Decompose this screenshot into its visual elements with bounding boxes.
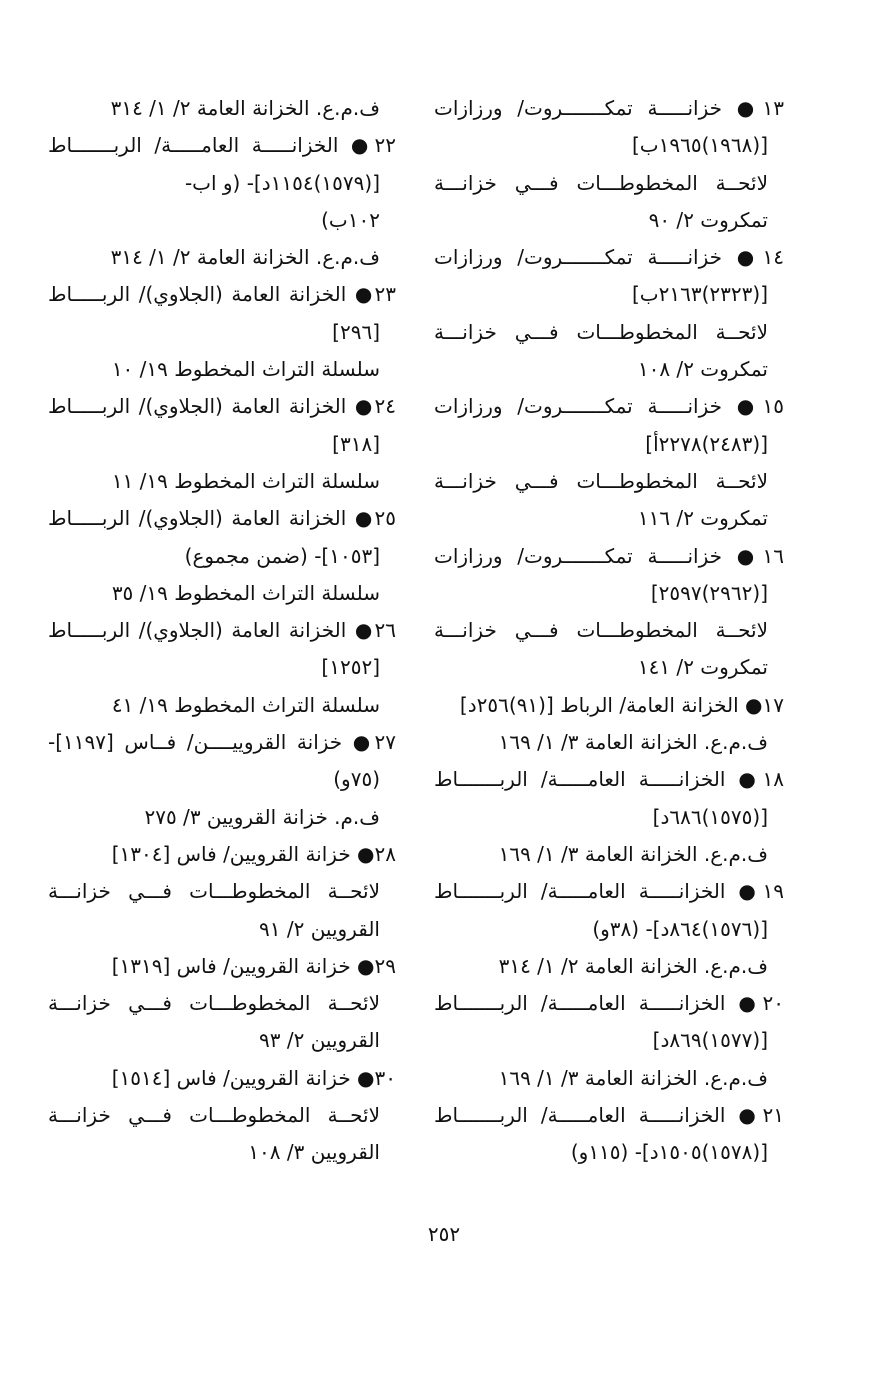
text-line: تمكروت ٢/ ١٠٨ — [637, 357, 768, 382]
text-line: سلسلة التراث المخطوط ١٩/ ١٠ — [111, 357, 380, 382]
text-line: ف.م.ع. الخزانة العامة ٢/ ١/ ٣١٤ — [498, 953, 768, 978]
text-line: ٢٥● الخزانة العامة (الجلاوي)/ الربـــــاط — [48, 506, 396, 531]
text-line: لائحــة المخطوطـــات فـــي خزانـــة — [434, 618, 768, 643]
text-line: سلسلة التراث المخطوط ١٩/ ٤١ — [111, 692, 380, 717]
text-line: تمكروت ٢/ ١٤١ — [637, 655, 768, 680]
text-line: القرويين ٢/ ٩١ — [259, 916, 380, 941]
text-line: ف.م.ع. الخزانة العامة ٣/ ١/ ١٦٩ — [498, 730, 768, 755]
text-line: [(١٥٧٩)١١٥٤د]- (و اب- — [184, 170, 380, 195]
text-line: ٢٣● الخزانة العامة (الجلاوي)/ الربـــــاط — [48, 282, 396, 307]
text-line: لائحــة المخطوطـــات فـــي خزانـــة — [48, 879, 380, 904]
text-line: ٢٩● خزانة القرويين/ فاس [١٣١٩] — [111, 953, 396, 978]
text-line: ف.م.ع. الخزانة العامة ٣/ ١/ ١٦٩ — [498, 841, 768, 866]
text-line: القرويين ٣/ ١٠٨ — [248, 1140, 380, 1165]
text-line: [(١٩٦٨)١٩٦٥ب] — [632, 133, 768, 158]
text-line: ١٠٢ب) — [321, 207, 380, 232]
page-number: ٢٥٢ — [427, 1222, 461, 1246]
text-line: ٢٠● الخزانـــــة العامـــــة/ الربـــــــاط — [434, 991, 784, 1016]
text-line: ١٩● الخزانـــــة العامـــــة/ الربـــــــاط — [434, 879, 784, 904]
text-line: [١٠٥٣]- (ضمن مجموع) — [184, 543, 380, 568]
text-line: ف.م.ع. الخزانة العامة ٢/ ١/ ٣١٤ — [110, 245, 380, 270]
text-line: ٢٤● الخزانة العامة (الجلاوي)/ الربـــــاط — [48, 394, 396, 419]
text-line: لائحــة المخطوطـــات فـــي خزانـــة — [48, 991, 380, 1016]
text-line: [١٢٥٢] — [321, 655, 380, 680]
text-line: ف.م.ع. الخزانة العامة ٣/ ١/ ١٦٩ — [498, 1065, 768, 1090]
text-line: لائحــة المخطوطـــات فـــي خزانـــة — [434, 170, 768, 195]
text-line: لائحــة المخطوطـــات فـــي خزانـــة — [434, 468, 768, 493]
text-line: (٧٥و) — [333, 767, 380, 792]
text-line: [(٢٤٨٣)٢٢٧٨أ] — [645, 431, 768, 456]
text-line: [(٢٣٢٣)٢١٦٣ب] — [632, 282, 768, 307]
right-column — [434, 90, 784, 1172]
text-line: [(١٥٧٨)١٥٠٥د]- (١١٥و) — [570, 1140, 768, 1165]
text-line: ١٦● خزانـــــة تمكـــــــروت/ ورزازات — [434, 543, 784, 568]
left-column — [48, 90, 396, 1172]
text-line: ٢١● الخزانـــــة العامـــــة/ الربـــــــاط — [434, 1103, 784, 1128]
text-line: ف.م.ع. الخزانة العامة ٢/ ١/ ٣١٤ — [110, 96, 380, 120]
text-line: سلسلة التراث المخطوط ١٩/ ١١ — [111, 468, 380, 493]
text-line: ف.م. خزانة القرويين ٣/ ٢٧٥ — [144, 804, 380, 829]
text-line: سلسلة التراث المخطوط ١٩/ ٣٥ — [111, 580, 380, 605]
text-line: ٢٢● الخزانـــــة العامـــــة/ الربـــــــاط — [48, 133, 396, 158]
text-line: ٢٧● خزانة القروييــــن/ فــاس [١١٩٧]- — [48, 730, 396, 755]
text-line: لائحــة المخطوطـــات فـــي خزانـــة — [434, 319, 768, 344]
text-line: لائحــة المخطوطـــات فـــي خزانـــة — [48, 1103, 380, 1128]
text-line: [(٢٩٦٢)٢٥٩٧] — [650, 580, 768, 605]
text-line: ١٨● الخزانـــــة العامـــــة/ الربـــــــاط — [434, 767, 784, 792]
text-line: تمكروت ٢/ ٩٠ — [648, 207, 768, 232]
text-line: ١٧● الخزانة العامة/ الرباط [(٩١)٢٥٦د] — [459, 692, 784, 717]
text-line: القرويين ٢/ ٩٣ — [259, 1028, 380, 1053]
text-line: تمكروت ٢/ ١١٦ — [637, 506, 768, 531]
text-line: ٢٨● خزانة القرويين/ فاس [١٣٠٤] — [111, 841, 396, 866]
text-line: ٢٦● الخزانة العامة (الجلاوي)/ الربـــــاط — [48, 618, 396, 643]
text-line: ١٤● خزانـــــة تمكـــــــروت/ ورزازات — [434, 245, 784, 270]
text-line: [٣١٨] — [332, 431, 380, 456]
text-line: [(١٥٧٧)٨٦٩د] — [652, 1028, 768, 1053]
text-line: [(١٥٧٥)٦٨٦د] — [652, 804, 768, 829]
text-line: ١٣● خزانـــــة تمكـــــــروت/ ورزازات — [434, 96, 784, 120]
text-line: ٣٠● خزانة القرويين/ فاس [١٥١٤] — [111, 1065, 396, 1090]
text-line: [(١٥٧٦)٨٦٤د]- (٣٨و) — [592, 916, 768, 941]
text-line: [٢٩٦] — [332, 319, 380, 344]
text-line: ١٥● خزانـــــة تمكـــــــروت/ ورزازات — [434, 394, 784, 419]
